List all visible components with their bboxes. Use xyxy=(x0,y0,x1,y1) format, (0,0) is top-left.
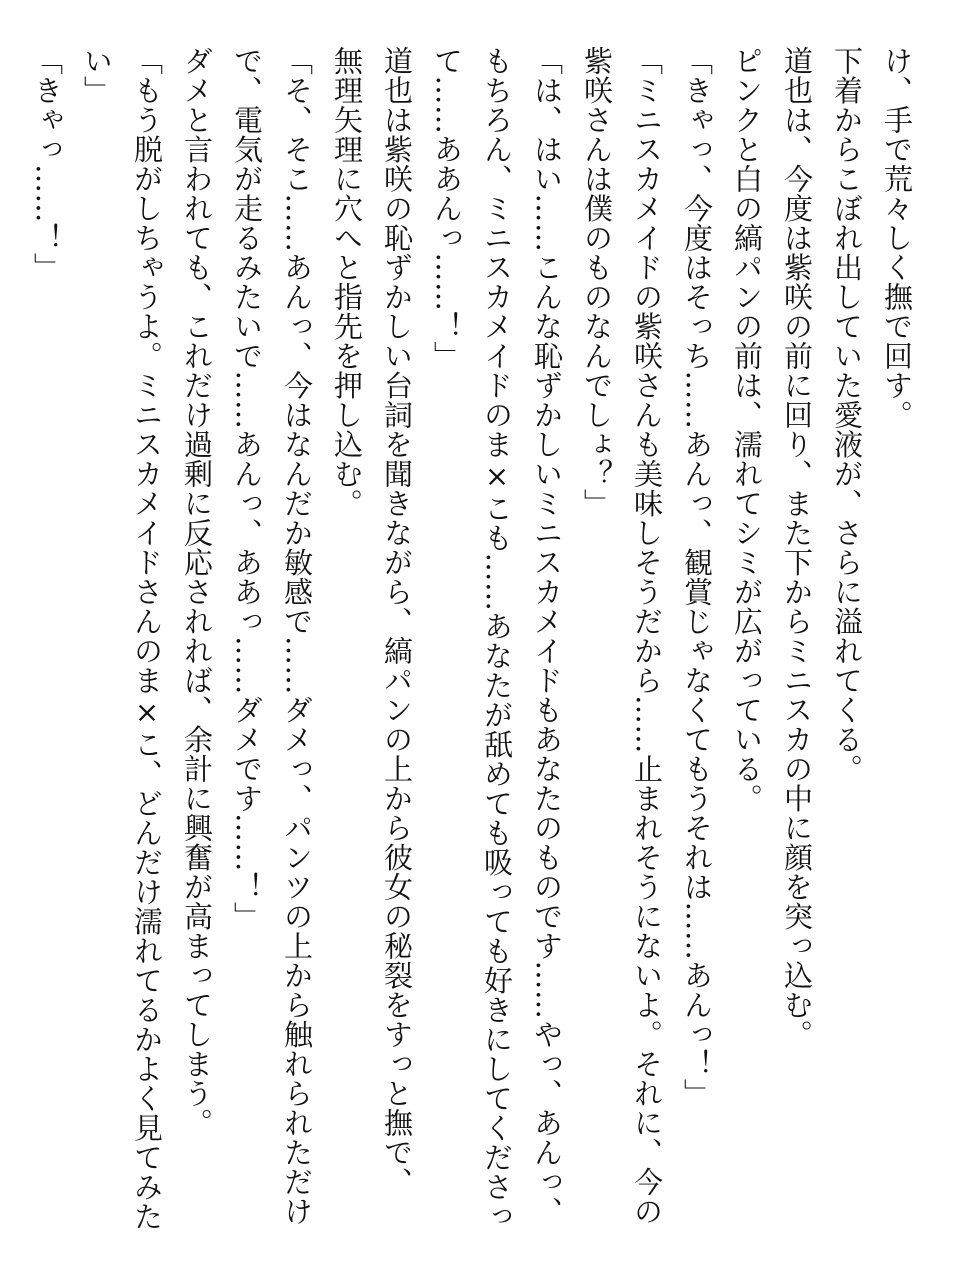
text-line: 「そ、そこ……あんっ、今はなんだか敏感で……ダメっ、パンツの上から触れられただけ xyxy=(280,46,314,1226)
text-line: 道也は、今度は紫咲の前に回り、また下からミニスカの中に顔を突っ込む。 xyxy=(780,46,814,1049)
text-line: て……ああんっ……！」 xyxy=(430,46,464,371)
text-line: け、手で荒々しく撫で回す。 xyxy=(880,46,914,430)
text-line: 「は、はい……こんな恥ずかしいミニスカメイドもあなたのものです……やっ、あんっ、 xyxy=(530,46,564,1226)
text-line: 「きゃっ、今度はそっち……あんっ、観賞じゃなくてもうそれは……あんっ！」 xyxy=(680,46,714,1108)
text-line: ピンクと白の縞パンの前は、濡れてシミが広がっている。 xyxy=(730,46,764,813)
text-line: ダメと言われても、これだけ過剰に反応されれば、余計に興奮が高まってしまう。 xyxy=(180,46,214,1138)
text-line: もちろん、ミニスカメイドのま×こも……あなたが舐めても吸っても好きにしてくださっ xyxy=(480,46,514,1231)
text-line: 「もう脱がしちゃうよ。ミニスカメイドさんのま×こ、どんだけ濡れてるかよく見てみた xyxy=(130,46,164,1231)
text-line: 下着からこぼれ出していた愛液が、さらに溢れてくる。 xyxy=(830,46,864,784)
text-line: 「ミニスカメイドの紫咲さんも美味しそうだから……止まれそうにないよ。それに、今の xyxy=(630,46,664,1226)
text-line: 無理矢理に穴へと指先を押し込む。 xyxy=(330,46,364,518)
text-line: で、電気が走るみたいで……あんっ、ああっ……ダメです……！」 xyxy=(230,46,264,931)
text-line: い」 xyxy=(80,46,114,105)
text-line: 道也は紫咲の恥ずかしい台詞を聞きながら、縞パンの上から彼女の秘裂をすっと撫で、 xyxy=(380,46,414,1197)
text-line: 紫咲さんは僕のものなんでしょ？」 xyxy=(580,46,614,518)
vertical-text-body xyxy=(22,46,922,1246)
text-line: 「きゃっ……！」 xyxy=(30,46,64,282)
